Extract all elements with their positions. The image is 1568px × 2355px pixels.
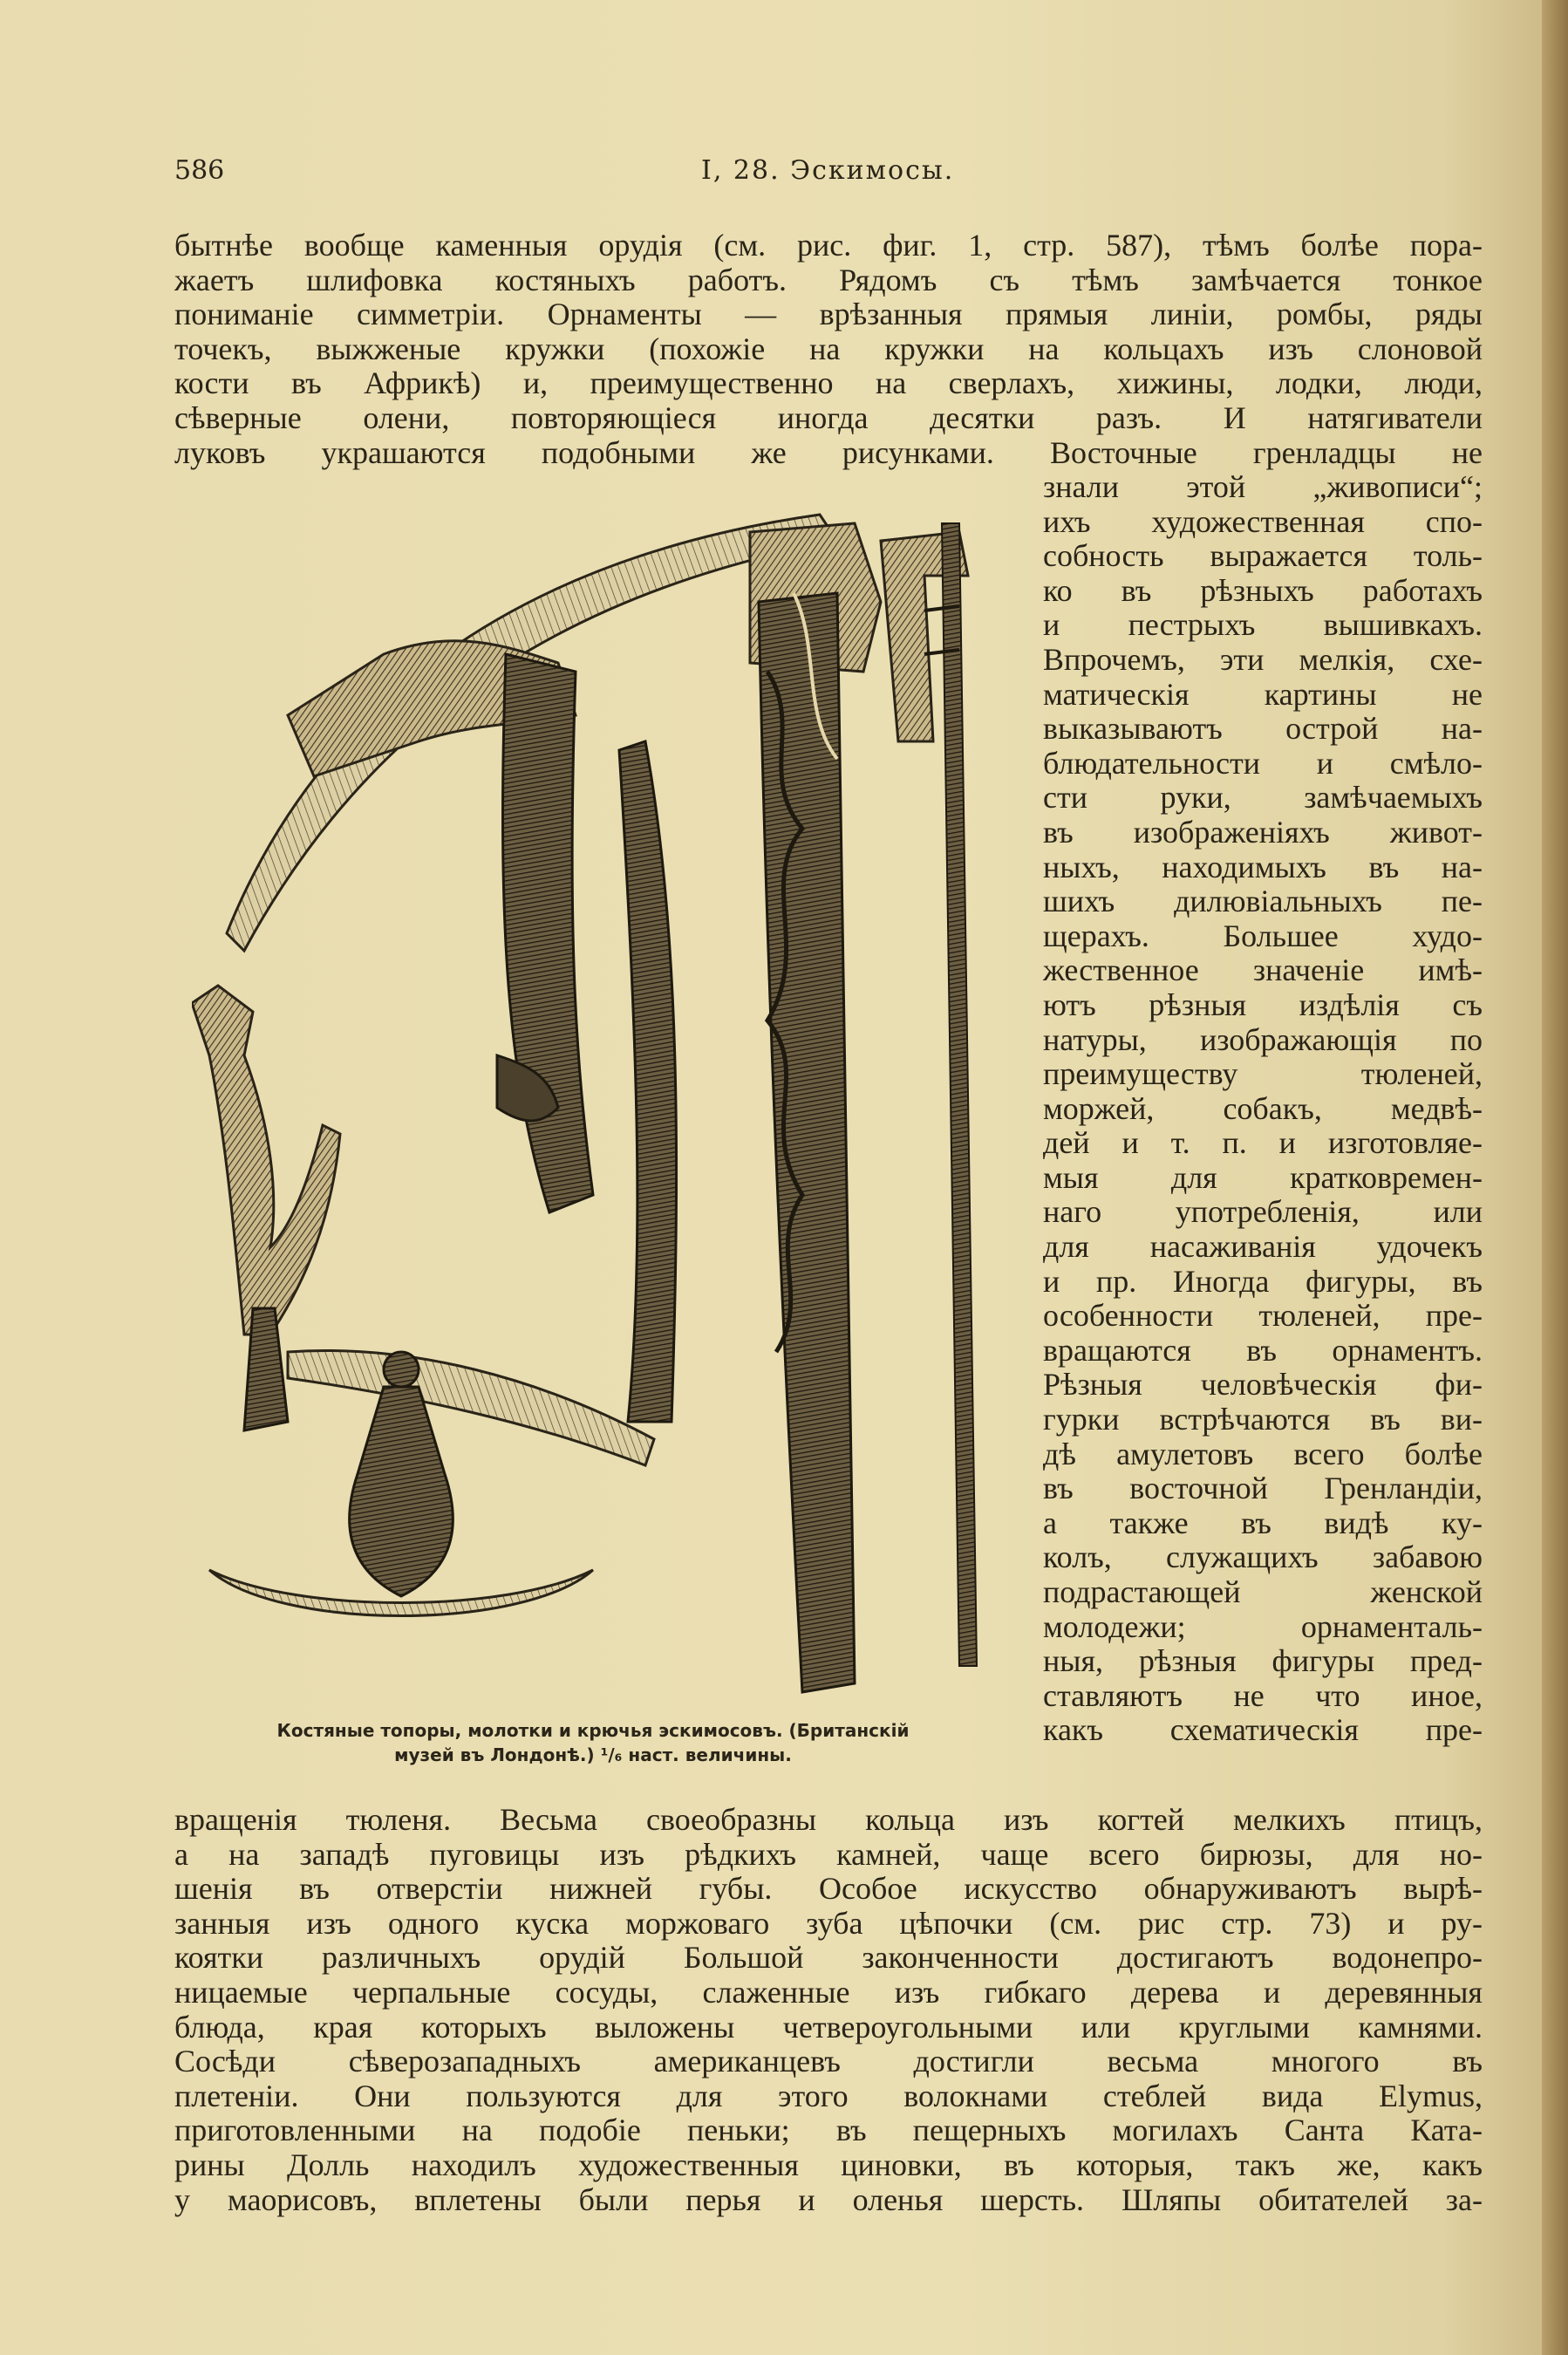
text-line: матическія картины не (1043, 676, 1483, 712)
text-line: пониманіе симметріи. Орнаменты — врѣзанныя прямыя линіи, ромбы, ряды (174, 297, 1483, 332)
text-line: ко въ рѣзныхъ работахъ (1043, 572, 1483, 608)
text-line: плетеніи. Они пользуются для этого волокнами стеблей вида Elymus, (174, 2078, 1483, 2113)
text-line: луковъ украшаются подобными же рисунками. Восточные гренладцы не (174, 434, 1483, 470)
text-line: особенности тюленей, пре- (1043, 1298, 1483, 1334)
text-line: собность выражается толь- (1043, 538, 1483, 574)
page-header (174, 155, 1483, 194)
text-line: колъ, служащихъ забавою (1043, 1539, 1483, 1575)
text-line: ныя, рѣзныя фигуры пред- (1043, 1643, 1483, 1679)
text-line: гурки встрѣчаются въ ви- (1043, 1402, 1483, 1437)
caption-line: Костяные топоры, молотки и крючья эскимосовъ. (Британскій (276, 1720, 910, 1741)
text-side-block (1043, 470, 1483, 1748)
text-line: дѣ амулетовъ всего болѣе (1043, 1436, 1483, 1471)
text-line: знали этой „живописи“; (1043, 469, 1483, 504)
text-line: жаетъ шлифовка костяныхъ работъ. Рядомъ съ тѣмъ замѣчается тонкое (174, 262, 1483, 297)
text-line: приготовленными на подобіе пеньки; въ пещерныхъ могилахъ Санта Ката- (174, 2113, 1483, 2148)
text-line: какъ схематическія пре- (1043, 1712, 1483, 1748)
text-line: натуры, изображающія по (1043, 1021, 1483, 1057)
text-line: въ изображеніяхъ живот- (1043, 814, 1483, 850)
page-edge (1542, 0, 1568, 2355)
text-line: шенія въ отверстіи нижней губы. Особое искусство обнаруживаютъ вырѣ- (174, 1871, 1483, 1907)
figure-eskimo-tools (192, 497, 1020, 1710)
text-line: ставляютъ не что иное, (1043, 1677, 1483, 1713)
curved-knife (288, 741, 677, 1465)
text-line: Сосѣди сѣверозападныхъ американцевъ достигли весьма многого въ (174, 2044, 1483, 2079)
text-line: ютъ рѣзныя издѣлія съ (1043, 986, 1483, 1022)
text-line: преимуществу тюленей, (1043, 1056, 1483, 1092)
text-line: точекъ, выжженые кружки (похожіе на кружки на кольцахъ изъ слоновой (174, 331, 1483, 366)
text-line: щерахъ. Большее худо- (1043, 918, 1483, 953)
text-line: ныхъ, находимыхъ въ на- (1043, 849, 1483, 884)
bent-hammer (288, 641, 593, 1212)
text-line: а на западѣ пуговицы изъ рѣдкихъ камней, чаще всего бирюзы, для но- (174, 1836, 1483, 1872)
text-line: мыя для кратковремен- (1043, 1159, 1483, 1195)
text-line: ихъ художественная спо- (1043, 503, 1483, 539)
text-line: рины Долль находилъ художественныя циновки, въ которыя, такъ же, какъ (174, 2147, 1483, 2182)
text-line: для насаживанія удочекъ (1043, 1229, 1483, 1265)
text-line: моржей, собакъ, медвѣ- (1043, 1090, 1483, 1126)
text-line: и пр. Иногда фигуры, въ (1043, 1263, 1483, 1299)
text-line: выказываютъ острой на- (1043, 711, 1483, 747)
text-line: въ восточной Гренландіи, (1043, 1471, 1483, 1506)
figure-caption (174, 1718, 1012, 1767)
text-line: подрастающей женской (1043, 1574, 1483, 1609)
text-top-block (174, 229, 1483, 470)
text-line: у маорисовъ, вплетены были перья и оленья шерсть. Шляпы обитателей за- (174, 2181, 1483, 2217)
text-line: блюдательности и смѣло- (1043, 745, 1483, 781)
text-line: молодежи; орнаменталь- (1043, 1608, 1483, 1644)
text-bottom-block (174, 1803, 1483, 2217)
text-line: коятки различныхъ орудій Большой законченности достигаютъ водонепро- (174, 1940, 1483, 1976)
text-line: занныя изъ одного куска моржоваго зуба цѣпочки (см. рис стр. 73) и ру- (174, 1905, 1483, 1941)
text-line: дей и т. п. и изготовляе- (1043, 1125, 1483, 1161)
text-line: жественное значеніе имѣ- (1043, 952, 1483, 988)
text-line: а также въ видѣ ку- (1043, 1505, 1483, 1540)
engraving-illustration (192, 497, 1020, 1710)
text-line: Рѣзныя человѣческія фи- (1043, 1367, 1483, 1403)
text-line: сти руки, замѣчаемыхъ (1043, 780, 1483, 816)
running-head: I, 28. Эскимосы. (701, 155, 955, 186)
text-line: вращенія тюленя. Весьма своеобразны кольца изъ когтей мелкихъ птицъ, (174, 1802, 1483, 1837)
caption-line: музей въ Лондонѣ.) ¹/₆ наст. величины. (394, 1744, 792, 1765)
text-line: ницаемые черпальные сосуды, слаженные изъ гибкаго дерева и деревянныя (174, 1974, 1483, 2010)
text-line: наго употребленія, или (1043, 1194, 1483, 1230)
text-line: Впрочемъ, эти мелкія, схе- (1043, 641, 1483, 677)
page-number: 586 (174, 155, 225, 186)
text-line: шихъ дилювіальныхъ пе- (1043, 884, 1483, 919)
text-line: вращаются въ орнаментъ. (1043, 1332, 1483, 1368)
text-line: сѣверные олени, повторяющіеся иногда десятки разъ. И натягиватели (174, 399, 1483, 435)
text-line: кости въ Африкѣ) и, преимущественно на сверлахъ, хижины, лодки, люди, (174, 365, 1483, 401)
adze-staff (881, 523, 977, 1666)
text-line: и пестрыхъ вышивкахъ. (1043, 607, 1483, 643)
text-line: бытнѣе вообще каменныя орудія (см. рис. фиг. 1, стр. 587), тѣмъ болѣе пора- (174, 228, 1483, 263)
text-line: блюда, края которыхъ выложены четвероугольными или круглыми камнями. (174, 2009, 1483, 2044)
